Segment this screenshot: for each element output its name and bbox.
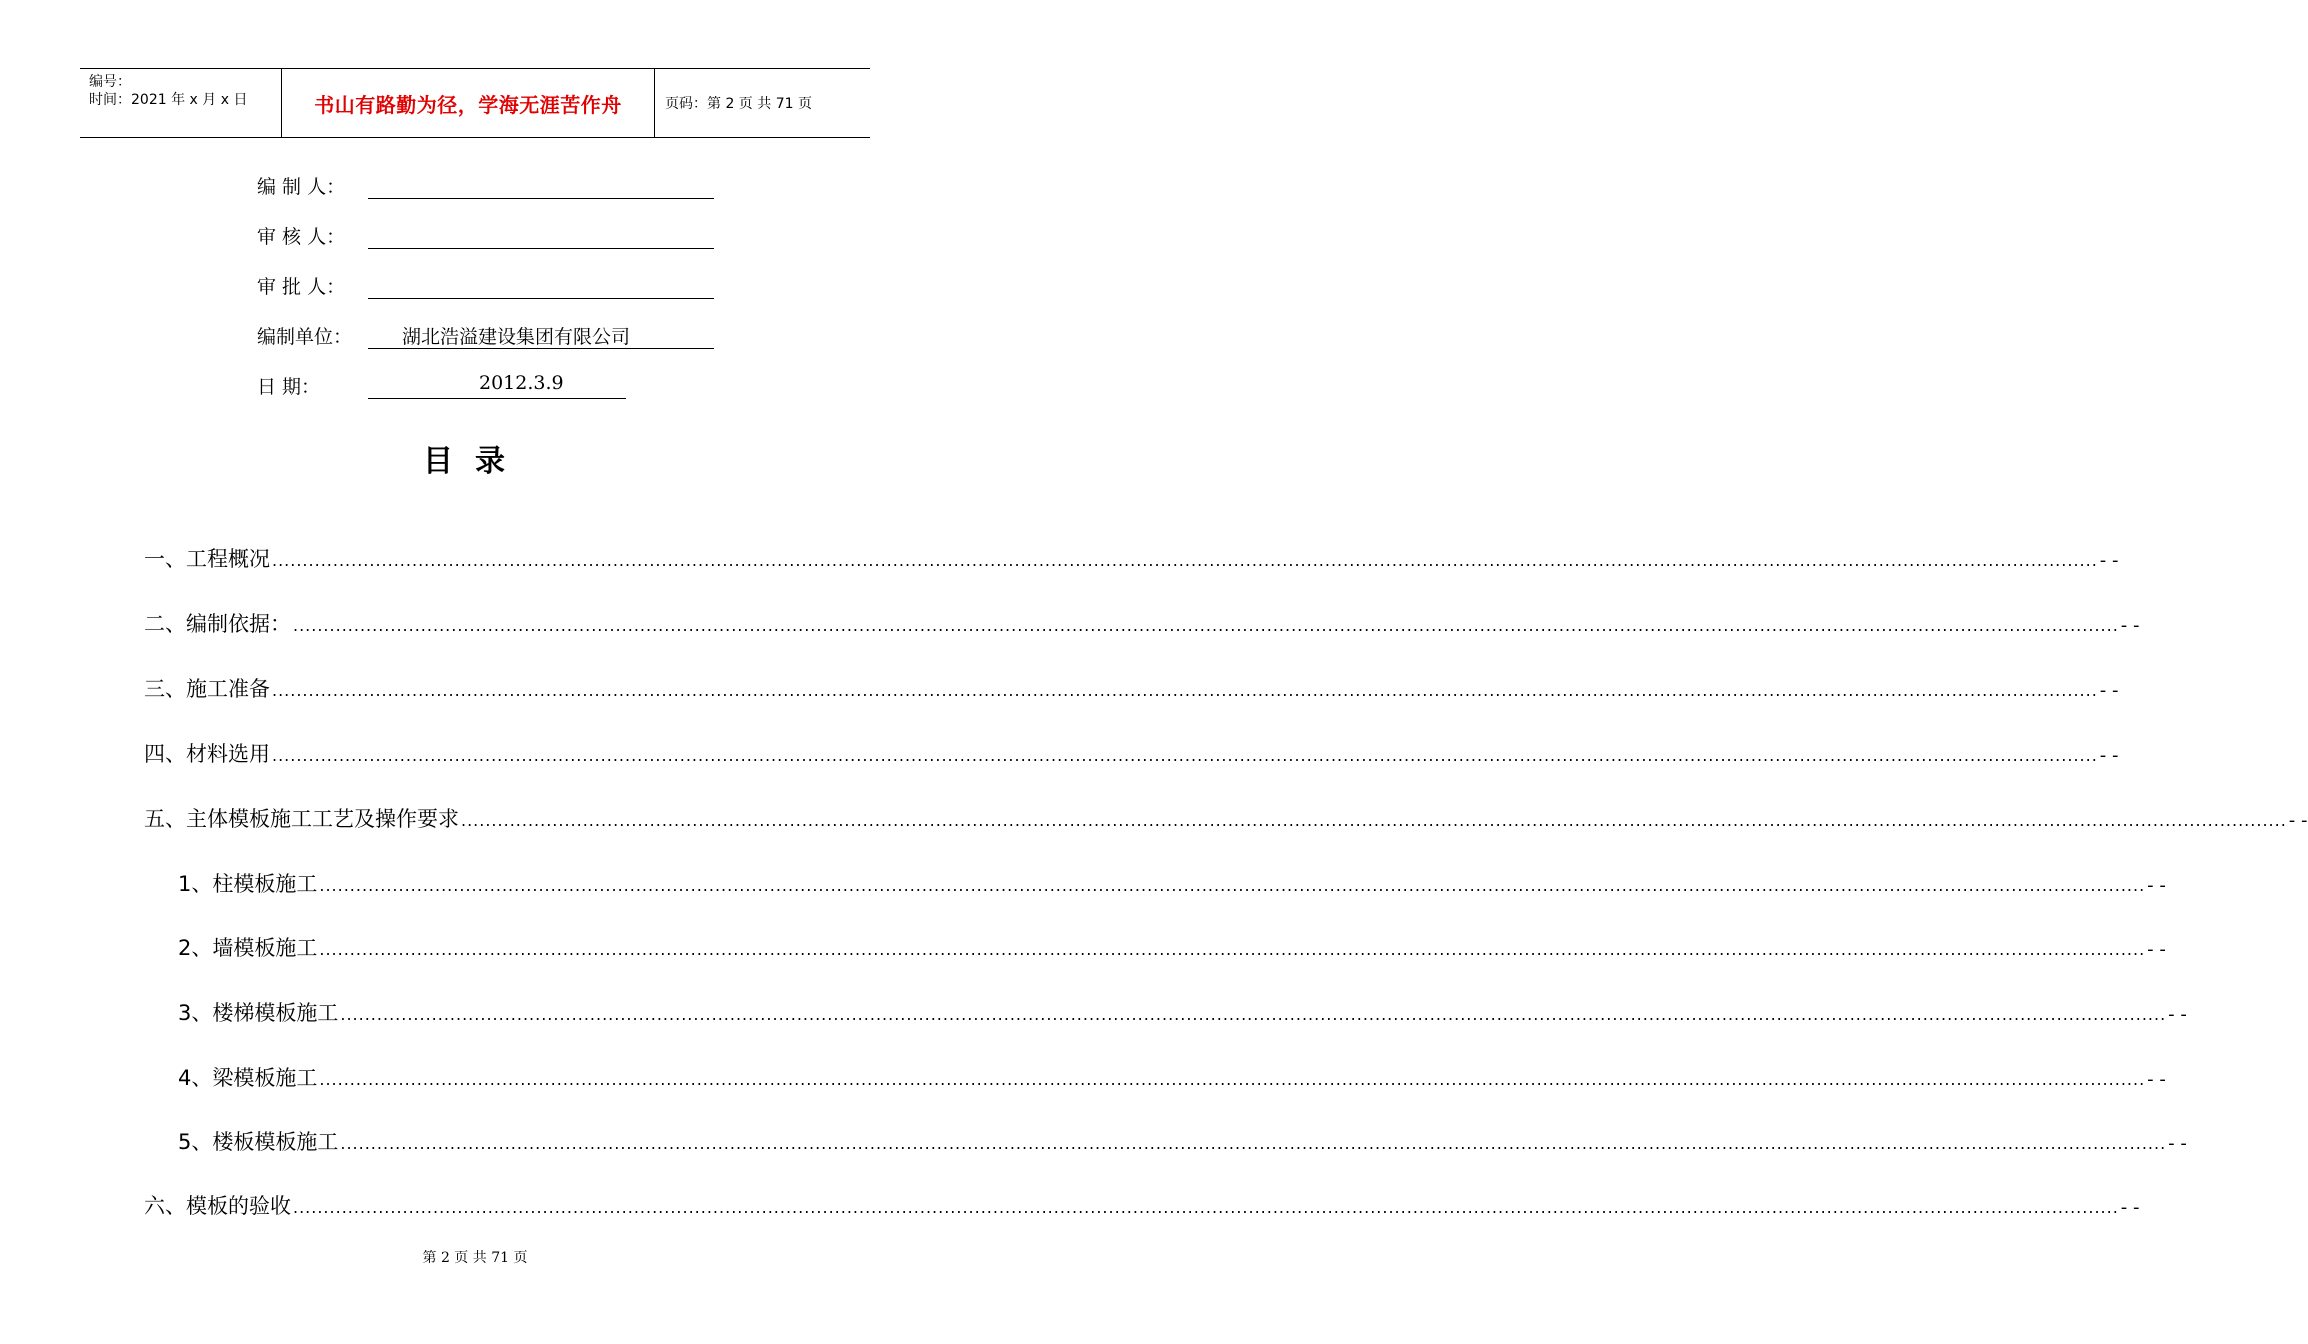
header-time-label: 时间：2021 年 x 月 x 日 (89, 92, 248, 108)
toc-item-page: - - (2168, 1004, 2187, 1025)
compiler-label: 编 制 人： (257, 176, 346, 198)
toc-item-title: 1、柱模板施工 (178, 872, 318, 896)
toc-item-title: 一、工程概况 (144, 547, 270, 571)
toc-leader: ............................................................................................................................................................................................................................................................................................................ (319, 1070, 2146, 1089)
toc-leader: ............................................................................................................................................................................................................................................................................................................ (272, 681, 2098, 700)
date-label: 日 期： (257, 376, 321, 398)
toc-item-page: - - (2168, 1133, 2187, 1154)
reviewer-label: 审 核 人： (257, 226, 346, 248)
toc-item[interactable] (144, 608, 2140, 638)
toc-item-page: - - (2099, 550, 2119, 571)
toc-leader: ............................................................................................................................................................................................................................................................................................................ (293, 616, 2119, 635)
header-number-label: 编号： (89, 74, 131, 90)
document-header (80, 68, 870, 138)
toc-leader: ............................................................................................................................................................................................................................................................................................................ (340, 1005, 2167, 1024)
toc-item[interactable] (178, 932, 2166, 962)
header-motto-cell (282, 69, 655, 137)
toc-item-page: - - (2120, 1197, 2140, 1218)
date-value: 2012.3.9 (479, 372, 564, 394)
header-meta (80, 69, 282, 137)
toc-item-title: 六、模板的验收 (144, 1194, 291, 1218)
toc-item-page: - - (2099, 680, 2119, 701)
toc-leader: ............................................................................................................................................................................................................................................................................................................ (272, 746, 2098, 765)
toc-item-title: 5、楼板模板施工 (178, 1130, 339, 1154)
unit-value: 湖北浩溢建设集团有限公司 (402, 326, 631, 348)
toc-item[interactable] (144, 738, 2119, 768)
toc-item-title: 4、梁模板施工 (178, 1066, 318, 1090)
toc-leader: ............................................................................................................................................................................................................................................................................................................ (272, 551, 2098, 570)
toc-item-page: - - (2147, 939, 2166, 960)
page-footer: 第 2 页 共 71 页 (422, 1250, 528, 1266)
toc-item[interactable] (144, 803, 2308, 833)
header-page-info: 页码：第 2 页 共 71 页 (665, 96, 812, 112)
unit-label: 编制单位： (257, 326, 353, 348)
toc-item-title: 2、墙模板施工 (178, 936, 318, 960)
toc-leader: ............................................................................................................................................................................................................................................................................................................ (293, 1198, 2119, 1217)
approver-line (368, 272, 714, 299)
toc-item-title: 五、主体模板施工工艺及操作要求 (144, 807, 459, 831)
toc-item[interactable] (144, 543, 2119, 573)
header-motto: 书山有路勤为径，学海无涯苦作舟 (314, 92, 622, 117)
toc-item[interactable] (144, 1190, 2140, 1220)
toc-item-title: 3、楼梯模板施工 (178, 1001, 339, 1025)
toc-item-title: 二、编制依据： (144, 612, 291, 636)
toc-item-title: 三、施工准备 (144, 677, 270, 701)
reviewer-line (368, 222, 714, 249)
toc-leader: ............................................................................................................................................................................................................................................................................................................ (461, 811, 2287, 830)
toc-item[interactable] (144, 673, 2119, 703)
toc-item[interactable] (178, 1126, 2187, 1156)
toc-item-page: - - (2120, 615, 2140, 636)
toc-leader: ............................................................................................................................................................................................................................................................................................................ (319, 940, 2146, 959)
toc-item[interactable] (178, 868, 2166, 898)
toc-item-page: - - (2099, 745, 2119, 766)
toc-leader: ............................................................................................................................................................................................................................................................................................................ (340, 1134, 2167, 1153)
approver-label: 审 批 人： (257, 276, 346, 298)
toc-item-page: - - (2147, 1069, 2166, 1090)
toc-title: 目录 (423, 444, 527, 479)
toc-item[interactable] (178, 1062, 2166, 1092)
compiler-line (368, 172, 714, 199)
toc-item-page: - - (2288, 810, 2308, 831)
toc-item[interactable] (178, 997, 2187, 1027)
toc-leader: ............................................................................................................................................................................................................................................................................................................ (319, 876, 2146, 895)
toc-item-page: - - (2147, 875, 2166, 896)
toc-item-title: 四、材料选用 (144, 742, 270, 766)
